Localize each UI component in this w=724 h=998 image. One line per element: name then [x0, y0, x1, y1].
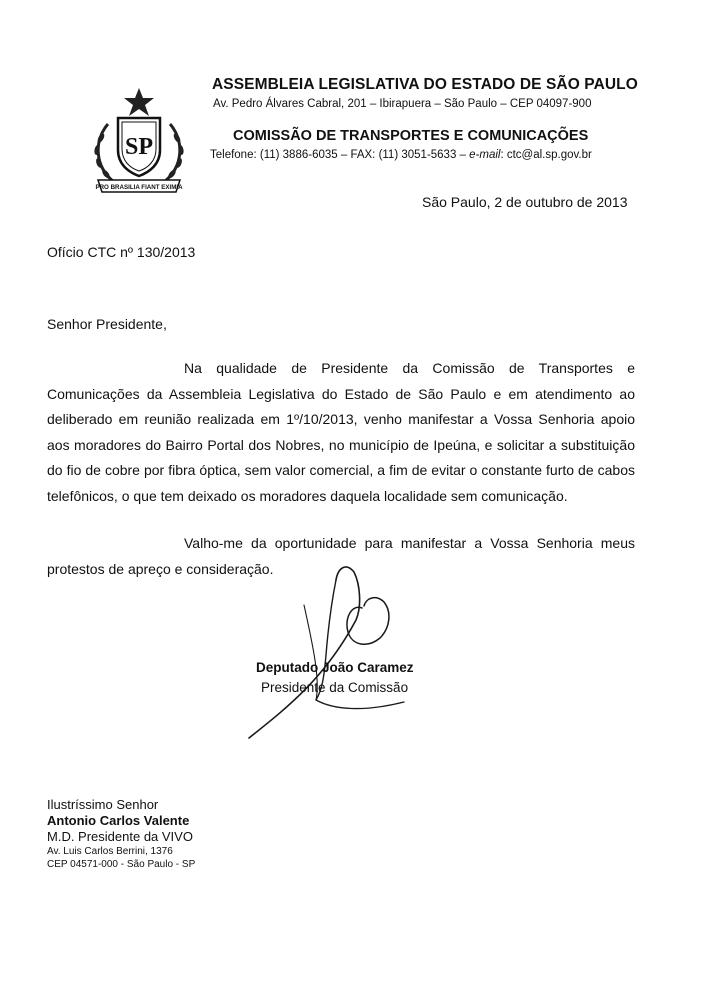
institution-name: ASSEMBLEIA LEGISLATIVA DO ESTADO DE SÃO PAULO: [212, 76, 638, 93]
recipient-city: CEP 04571-000 - São Paulo - SP: [47, 859, 196, 870]
email-address: : ctc@al.sp.gov.br: [500, 149, 592, 161]
email-label: e-mail: [469, 149, 501, 161]
handwritten-signature: [244, 560, 419, 750]
closing-paragraph: Valho-me da oportunidade para manifestar a Vossa Senhoria meus protestos de apreço e consideração.: [47, 535, 635, 577]
recipient-greeting: Ilustríssimo Senhor: [47, 797, 159, 812]
salutation: Senhor Presidente,: [47, 316, 167, 332]
letter-date: São Paulo, 2 de outubro de 2013: [422, 194, 628, 210]
crest-motto: PRO BRASILIA FIANT EXIMIA: [95, 184, 183, 191]
commission-name: COMISSÃO DE TRANSPORTES E COMUNICAÇÕES: [233, 128, 589, 144]
letter-reference: Ofício CTC nº 130/2013: [47, 244, 196, 260]
recipient-name: Antonio Carlos Valente: [47, 813, 190, 828]
contact-line: [210, 149, 592, 161]
signatory-name: Deputado João Caramez: [256, 660, 414, 675]
phone-fax-text: Telefone: (11) 3886-6035 – FAX: (11) 3051-5633 –: [210, 149, 470, 161]
body-paragraph: Na qualidade de Presidente da Comissão de Transportes e Comunicações da Assembleia Legislativa do Estado de São Paulo e em atendimento ao deliberado em reunião realizada em 1º/10/2013, venho manifestar a Vossa Senhoria apoio aos moradores do Bairro Portal dos Nobres, no município de Ipeúna, e solicitar a substituição do fio de cobre por fibra óptica, sem valor comercial, a fim de evitar o constante furto de cabos telefônicos, o que tem deixado os moradores daquela localidade sem comunicação.: [47, 360, 635, 504]
recipient-street: Av. Luis Carlos Berrini, 1376: [47, 846, 173, 857]
crest-shield-text: SP: [124, 134, 154, 160]
signatory-role: Presidente da Comissão: [261, 680, 409, 695]
recipient-title: M.D. Presidente da VIVO: [47, 829, 193, 844]
sao-paulo-coat-of-arms-icon: [84, 88, 194, 198]
institution-address: Av. Pedro Álvares Cabral, 201 – Ibirapuera – São Paulo – CEP 04097-900: [213, 98, 592, 110]
